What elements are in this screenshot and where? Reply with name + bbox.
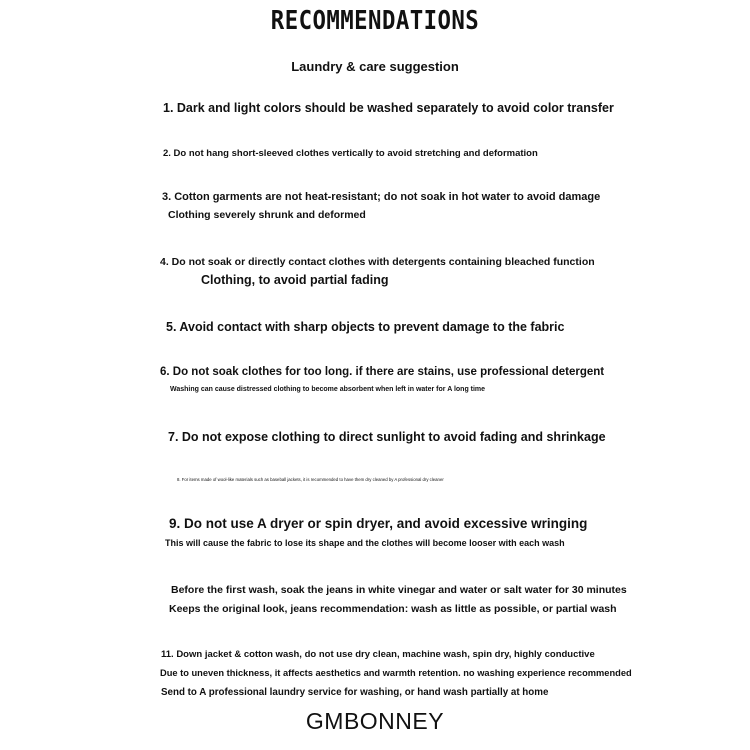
item-10-line-1: Before the first wash, soak the jeans in white vinegar and water or salt water for 30 minutes [171,584,627,596]
item-6-line-2: Washing can cause distressed clothing to become absorbent when left in water for A long time [170,386,486,393]
brand-logo-text: GMBONNEY [305,708,445,734]
item-4-line-2: Clothing, to avoid partial fading [201,273,389,287]
item-11-line-1: 11. Down jacket & cotton wash, do not use dry clean, machine wash, spin dry, highly conductive [161,649,595,660]
item-11-line-2: Due to uneven thickness, it affects aesthetics and warmth retention. no washing experience recommended [160,668,632,678]
item-10-line-2: Keeps the original look, jeans recommendation: wash as little as possible, or partial wash [169,603,617,615]
item-6-line-1: 6. Do not soak clothes for too long. if there are stains, use professional detergent [160,366,605,378]
item-3-line-2: Clothing severely shrunk and deformed [168,209,366,221]
item-11-line-3: Send to A professional laundry service for washing, or hand wash partially at home [161,687,549,698]
page-subtitle: Laundry & care suggestion [291,59,459,74]
item-7-line-1: 7. Do not expose clothing to direct sunlight to avoid fading and shrinkage [168,430,606,444]
item-4-line-1: 4. Do not soak or directly contact clothes with detergents containing bleached function [160,256,595,268]
item-2-line-1: 2. Do not hang short-sleeved clothes vertically to avoid stretching and deformation [163,148,538,159]
item-5-line-1: 5. Avoid contact with sharp objects to prevent damage to the fabric [166,320,565,334]
item-1-line-1: 1. Dark and light colors should be washed separately to avoid color transfer [163,101,614,115]
item-9-line-1: 9. Do not use A dryer or spin dryer, and avoid excessive wringing [169,516,588,531]
page-title: RECOMMENDATIONS [270,6,480,36]
item-9-line-2: This will cause the fabric to lose its shape and the clothes will become looser with each wash [165,538,565,548]
item-8-line-1: 8. For items made of wool-like materials such as baseball jackets, it is recommended to have them dry cleaned by A professional dry cleaner [177,477,444,482]
item-3-line-1: 3. Cotton garments are not heat-resistant; do not soak in hot water to avoid damage [162,191,601,203]
